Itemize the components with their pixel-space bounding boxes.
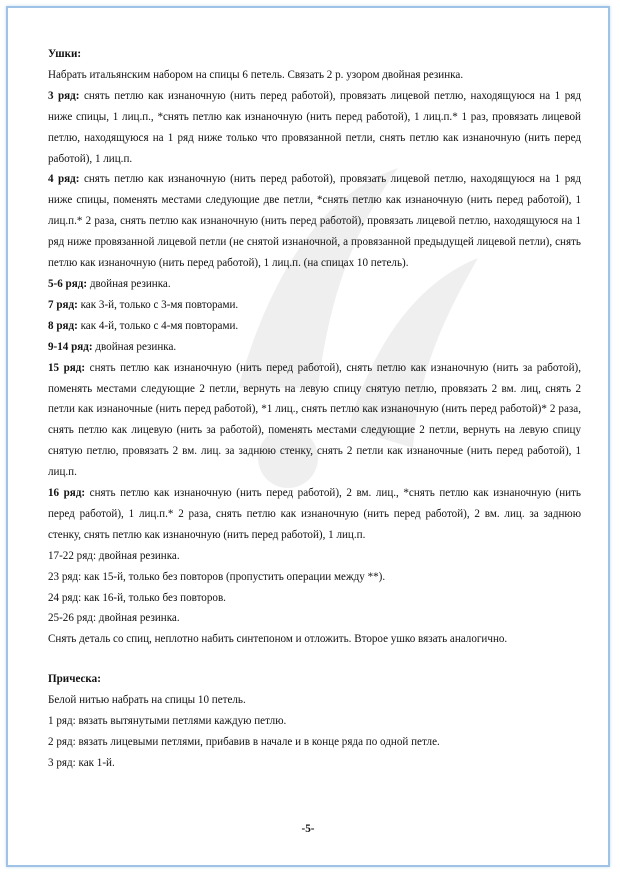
paragraph-hair-row-1: 1 ряд: вязать вытянутыми петлями каждую петлю. — [48, 715, 287, 728]
paragraph-row-9-14 — [48, 337, 581, 358]
section-heading-ears: Ушки: — [48, 48, 82, 60]
paragraph-hair-row-2: 2 ряд: вязать лицевыми петлями, прибавив в начале и в конце ряда по одной петле. — [48, 736, 440, 748]
row-label: 8 ряд: — [48, 319, 78, 332]
paragraph-hair-intro: Белой нитью набрать на спицы 10 петель. — [48, 694, 246, 707]
row-label: 7 ряд: — [48, 298, 78, 311]
paragraph-ears-intro: Набрать итальянским набором на спицы 6 петель. Связать 2 р. узором двойная резинка. — [48, 68, 464, 81]
row-label: 9-14 ряд: — [48, 340, 93, 353]
row-label: 5-6 ряд: — [48, 277, 88, 290]
paragraph-ears-finish: Снять деталь со спиц, неплотно набить синтепоном и отложить. Второе ушко вязать аналогично. — [48, 633, 508, 646]
paragraph-row-16 — [48, 483, 581, 546]
paragraph-hair-row-3: 3 ряд: как 1-й. — [48, 756, 115, 769]
section-heading-hair: Прическа: — [48, 673, 101, 686]
paragraph-row-4 — [48, 169, 581, 274]
page-number: -5- — [301, 823, 315, 835]
row-text: снять петлю как изнаночную (нить перед работой), 2 вм. лиц., *снять петлю как изнаночную (нить перед работой), 1 лиц.п.* 2 раза, снять петлю как изнаночную (нить перед работой), 2 вм. лиц. за заднюю стенку, снять петлю как изнаночную (нить перед работой), 1 лиц.п. — [48, 487, 581, 541]
row-text: как 3-й, только с 3-мя повторами. — [77, 298, 239, 311]
row-label: 16 ряд: — [48, 487, 86, 500]
paragraph-row-17-22: 17-22 ряд: двойная резинка. — [48, 549, 180, 562]
row-text: снять петлю как изнаночную (нить перед работой), провязать лицевой петлю, находящуюся на 1 ряд ниже спицы, поменять местами следующие две петли, *снять петлю как изнаночную (нить перед работой), 1 лиц.п.* 2 раза, снять петлю как изнаночную (нить перед работой), провязать лицевой петлю, находящуюся на 1 ряд ниже провязанной лицевой петли (не снятой изнаночной, а провязанной предыдущей лицевой петли), снять петлю как изнаночную (нить перед работой), 1 лиц.п. (на спицах 10 петель). — [48, 173, 581, 270]
paragraph-row-15 — [48, 358, 581, 483]
paragraph-row-24: 24 ряд: как 16-й, только без повторов. — [48, 591, 226, 604]
row-text: как 4-й, только с 4-мя повторами. — [77, 319, 239, 332]
paragraph-row-23: 23 ряд: как 15-й, только без повторов (пропустить операции между **). — [48, 570, 386, 583]
paragraph-row-7 — [48, 295, 581, 316]
row-text: двойная резинка. — [87, 277, 171, 290]
paragraph-row-8 — [48, 316, 581, 337]
paragraph-row-3 — [48, 86, 581, 170]
document-body — [48, 44, 581, 774]
section-gap — [48, 650, 581, 669]
document-page — [6, 6, 610, 867]
paragraph-row-5-6 — [48, 274, 581, 295]
paragraph-row-25-26: 25-26 ряд: двойная резинка. — [48, 612, 180, 625]
row-text: снять петлю как изнаночную (нить перед работой), провязать лицевой петлю, находящуюся на 1 ряд ниже спицы, 1 лиц.п., *снять петлю как изнаночную (нить перед работой), 1 лиц.п.* 1 раз, провязать лицевой петлю, находящуюся на 1 ряд ниже только что провязанной петли, снять петлю как изнаночную (нить перед работой), 1 лиц.п. — [48, 89, 581, 165]
row-label: 15 ряд: — [48, 361, 86, 374]
row-label: 4 ряд: — [48, 173, 80, 186]
row-text: снять петлю как изнаночную (нить перед работой), снять петлю как изнаночную (нить за работой), поменять местами следующие 2 петли, вернуть на левую спицу снятую петлю, провязать 2 вм. лиц, снять 2 петли как изнаночные (нить перед работой), *1 лиц., снять петлю как изнаночную (нить перед работой)* 2 раза, снять петлю как лицевую (нить за работой), поменять местами следующие 2 петли, вернуть на левую спицу снятую петлю, провязать 2 вм. лиц. за заднюю стенку, снять 2 петли как изнаночные (нить перед работой), 1 лиц.п. — [48, 361, 581, 479]
row-text: двойная резинка. — [92, 340, 177, 353]
row-label: 3 ряд: — [48, 89, 80, 102]
